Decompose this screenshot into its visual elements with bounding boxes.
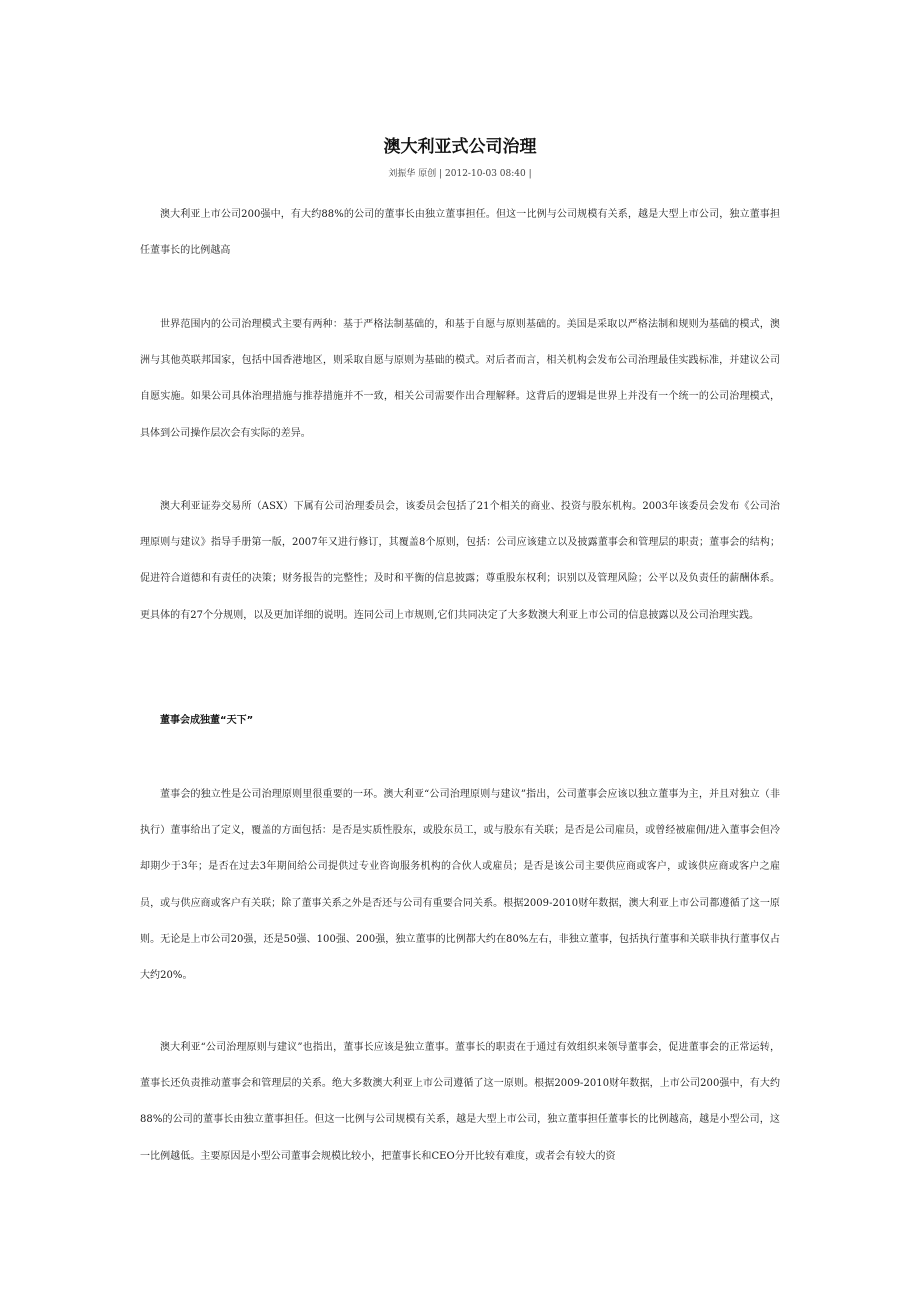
publish-datetime: 2012-10-03 08:40: [445, 169, 526, 179]
paragraph: 澳大利亚证券交易所（ASX）下属有公司治理委员会，该委员会包括了21个相关的商业、投资与股东机构。2003年该委员会发布《公司治理原则与建议》指导手册第一版，2007年又进行修订，其覆盖8个原则，包括：公司应该建立以及披露董事会和管理层的职责；董事会的结构；促进符合道德和有责任的决策；财务报告的完整性；及时和平衡的信息披露；尊重股东权利；识别以及管理风险；公平以及负责任的薪酬体系。更具体的有27个分规则，以及更加详细的说明。连同公司上市规则,它们共同决定了大多数澳大利亚上市公司的信息披露以及公司治理实践。: [140, 501, 780, 621]
paragraph: 世界范围内的公司治理模式主要有两种：基于严格法制基础的，和基于自愿与原则基础的。美国是采取以严格法制和规则为基础的模式，澳洲与其他英联邦国家，包括中国香港地区，则采取自愿与原则为基础的模式。对后者而言，相关机构会发布公司治理最佳实践标准，并建议公司自愿实施。如果公司具体治理措施与推荐措施并不一致，相关公司需要作出合理解释。这背后的逻辑是世界上并没有一个统一的公司治理模式，具体到公司操作层次会有实际的差异。: [140, 319, 780, 439]
paragraph: 澳大利亚上市公司200强中，有大约88%的公司的董事长由独立董事担任。但这一比例与公司规模有关系，越是大型上市公司，独立董事担任董事长的比例越高: [140, 209, 780, 257]
section-heading: 董事会成独董“天下”: [160, 715, 254, 726]
article-tag: 原创: [418, 169, 437, 179]
meta-separator: |: [528, 169, 532, 179]
paragraph: 澳大利亚“公司治理原则与建议”也指出，董事长应该是独立董事。董事长的职责在于通过有效组织来领导董事会，促进董事会的正常运转，董事长还负责推动董事会和管理层的关系。绝大多数澳大利亚上市公司遵循了这一原则。根据2009-2010财年数据，上市公司200强中，有大约88%的公司的董事长由独立董事担任。但这一比例与公司规模有关系，越是大型上市公司，独立董事担任董事长的比例越高，越是小型公司，这一比例越低。主要原因是小型公司董事会规模比较小，把董事长和CEO分开比较有难度，或者会有较大的资: [140, 1042, 780, 1162]
article-meta: [0, 167, 920, 181]
article-title: 澳大利亚式公司治理: [383, 137, 537, 157]
paragraph: 董事会的独立性是公司治理原则里很重要的一环。澳大利亚“公司治理原则与建议”指出，公司董事会应该以独立董事为主，并且对独立（非执行）董事给出了定义，覆盖的方面包括：是否是实质性股东，或股东员工，或与股东有关联；是否是公司雇员，或曾经被雇佣/进入董事会但冷却期少于3年；是否在过去3年期间给公司提供过专业咨询服务机构的合伙人或雇员；是否是该公司主要供应商或客户，或该供应商或客户之雇员，或与供应商或客户有关联；除了董事关系之外是否还与公司有重要合同关系。根据2009-2010财年数据，澳大利亚上市公司都遵循了这一原则。无论是上市公司20强，还是50强、100强、200强，独立董事的比例都大约在80%左右，非独立董事，包括执行董事和关联非执行董事仅占大约20%。: [140, 789, 780, 982]
author-name: 刘振华: [388, 169, 416, 179]
meta-separator: |: [439, 169, 443, 179]
